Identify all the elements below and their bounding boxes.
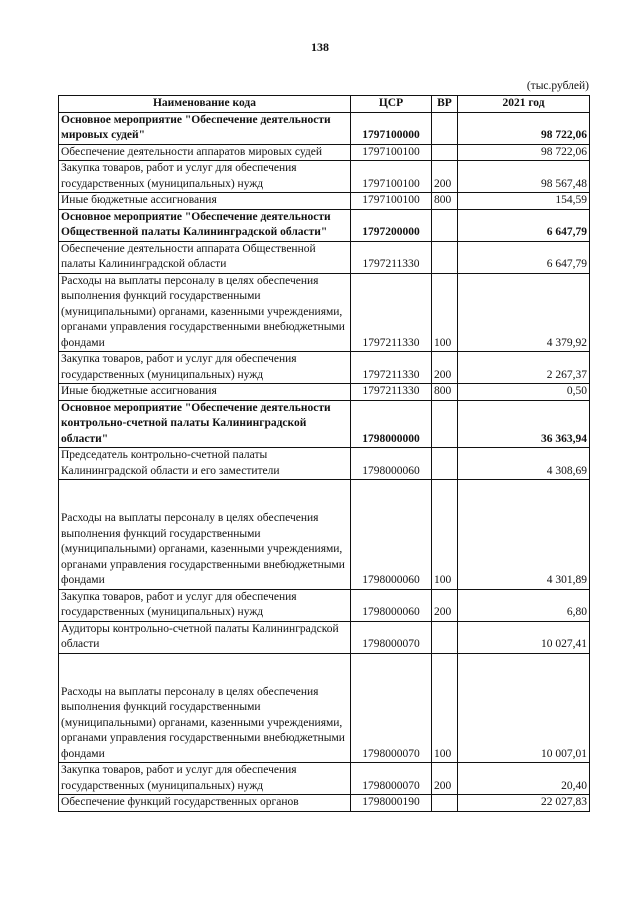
- budget-table: [58, 95, 590, 812]
- header-vr: ВР: [432, 96, 458, 113]
- row-vr-cell: 200: [432, 161, 458, 193]
- row-sum-cell: 2 267,37: [458, 352, 590, 384]
- row-sum-cell: 6 647,79: [458, 241, 590, 273]
- table-row: [59, 621, 590, 653]
- row-csr-cell: 1797100100: [351, 161, 432, 193]
- row-vr-cell: [432, 209, 458, 241]
- row-name-cell: Закупка товаров, работ и услуг для обеспечения государственных (муниципальных) нужд: [59, 589, 351, 621]
- header-csr: ЦСР: [351, 96, 432, 113]
- row-vr-cell: 200: [432, 352, 458, 384]
- table-row: [59, 193, 590, 210]
- row-name-cell: Закупка товаров, работ и услуг для обеспечения государственных (муниципальных) нужд: [59, 352, 351, 384]
- row-csr-cell: 1797100100: [351, 144, 432, 161]
- row-vr-cell: 800: [432, 193, 458, 210]
- row-csr-cell: 1798000070: [351, 621, 432, 653]
- row-sum-cell: 98 722,06: [458, 112, 590, 144]
- row-name-cell: Основное мероприятие "Обеспечение деятельности Общественной палаты Калининградской области": [59, 209, 351, 241]
- row-csr-cell: 1798000070: [351, 763, 432, 795]
- row-vr-cell: 200: [432, 763, 458, 795]
- page-number: 138: [311, 40, 329, 54]
- row-vr-cell: [432, 400, 458, 448]
- row-vr-cell: 100: [432, 480, 458, 590]
- row-name-cell: Иные бюджетные ассигнования: [59, 193, 351, 210]
- row-sum-cell: 36 363,94: [458, 400, 590, 448]
- row-sum-cell: 98 567,48: [458, 161, 590, 193]
- table-row: [59, 144, 590, 161]
- row-name-cell: Обеспечение функций государственных органов: [59, 795, 351, 812]
- row-csr-cell: 1798000000: [351, 400, 432, 448]
- row-name-cell: Основное мероприятие "Обеспечение деятельности контрольно-счетной палаты Калининградской области": [59, 400, 351, 448]
- row-csr-cell: 1798000060: [351, 589, 432, 621]
- table-row: [59, 653, 590, 763]
- row-name-cell: Расходы на выплаты персоналу в целях обеспечения выполнения функций государственными (муниципальными) органами, казенными учреждениями, органами управления государственными внебюджетными фондами: [59, 653, 351, 763]
- table-row: [59, 589, 590, 621]
- row-sum-cell: 98 722,06: [458, 144, 590, 161]
- row-csr-cell: 1797100000: [351, 112, 432, 144]
- row-vr-cell: [432, 621, 458, 653]
- table-row: [59, 112, 590, 144]
- row-sum-cell: 20,40: [458, 763, 590, 795]
- row-csr-cell: 1797211330: [351, 384, 432, 401]
- row-name-cell: Иные бюджетные ассигнования: [59, 384, 351, 401]
- row-csr-cell: 1797200000: [351, 209, 432, 241]
- header-name: Наименование кода: [59, 96, 351, 113]
- table-row: [59, 763, 590, 795]
- row-csr-cell: 1797211330: [351, 273, 432, 352]
- header-year: 2021 год: [458, 96, 590, 113]
- row-name-cell: Расходы на выплаты персоналу в целях обеспечения выполнения функций государственными (муниципальными) органами, казенными учреждениями, органами управления государственными внебюджетными фондами: [59, 480, 351, 590]
- row-csr-cell: 1798000060: [351, 480, 432, 590]
- table-row: [59, 209, 590, 241]
- table-row: [59, 400, 590, 448]
- row-sum-cell: 10 027,41: [458, 621, 590, 653]
- row-name-cell: Расходы на выплаты персоналу в целях обеспечения выполнения функций государственными (муниципальными) органами, казенными учреждениями, органами управления государственными внебюджетными фондами: [59, 273, 351, 352]
- table-header-row: [59, 96, 590, 113]
- row-name-cell: Аудиторы контрольно-счетной палаты Калининградской области: [59, 621, 351, 653]
- row-name-cell: Председатель контрольно-счетной палаты Калининградской области и его заместители: [59, 448, 351, 480]
- row-csr-cell: 1797100100: [351, 193, 432, 210]
- row-sum-cell: 6,80: [458, 589, 590, 621]
- table-row: [59, 241, 590, 273]
- row-csr-cell: 1797211330: [351, 241, 432, 273]
- table-row: [59, 161, 590, 193]
- row-csr-cell: 1798000070: [351, 653, 432, 763]
- row-vr-cell: [432, 112, 458, 144]
- row-vr-cell: 800: [432, 384, 458, 401]
- table-row: [59, 352, 590, 384]
- units-label: (тыс.рублей): [526, 80, 589, 92]
- row-sum-cell: 10 007,01: [458, 653, 590, 763]
- table-row: [59, 384, 590, 401]
- row-name-cell: Обеспечение деятельности аппарата Общественной палаты Калининградской области: [59, 241, 351, 273]
- table-row: [59, 448, 590, 480]
- row-vr-cell: 100: [432, 653, 458, 763]
- row-vr-cell: [432, 144, 458, 161]
- row-vr-cell: [432, 448, 458, 480]
- row-sum-cell: 0,50: [458, 384, 590, 401]
- row-sum-cell: 6 647,79: [458, 209, 590, 241]
- row-sum-cell: 4 379,92: [458, 273, 590, 352]
- row-name-cell: Закупка товаров, работ и услуг для обеспечения государственных (муниципальных) нужд: [59, 161, 351, 193]
- table-row: [59, 795, 590, 812]
- row-sum-cell: 4 308,69: [458, 448, 590, 480]
- row-sum-cell: 154,59: [458, 193, 590, 210]
- row-vr-cell: [432, 795, 458, 812]
- row-vr-cell: [432, 241, 458, 273]
- row-name-cell: Закупка товаров, работ и услуг для обеспечения государственных (муниципальных) нужд: [59, 763, 351, 795]
- table-body: [59, 112, 590, 811]
- row-csr-cell: 1798000190: [351, 795, 432, 812]
- row-vr-cell: 200: [432, 589, 458, 621]
- table-row: [59, 273, 590, 352]
- row-csr-cell: 1798000060: [351, 448, 432, 480]
- row-name-cell: Обеспечение деятельности аппаратов мировых судей: [59, 144, 351, 161]
- table-row: [59, 480, 590, 590]
- row-name-cell: Основное мероприятие "Обеспечение деятельности мировых судей": [59, 112, 351, 144]
- row-csr-cell: 1797211330: [351, 352, 432, 384]
- row-sum-cell: 22 027,83: [458, 795, 590, 812]
- row-sum-cell: 4 301,89: [458, 480, 590, 590]
- row-vr-cell: 100: [432, 273, 458, 352]
